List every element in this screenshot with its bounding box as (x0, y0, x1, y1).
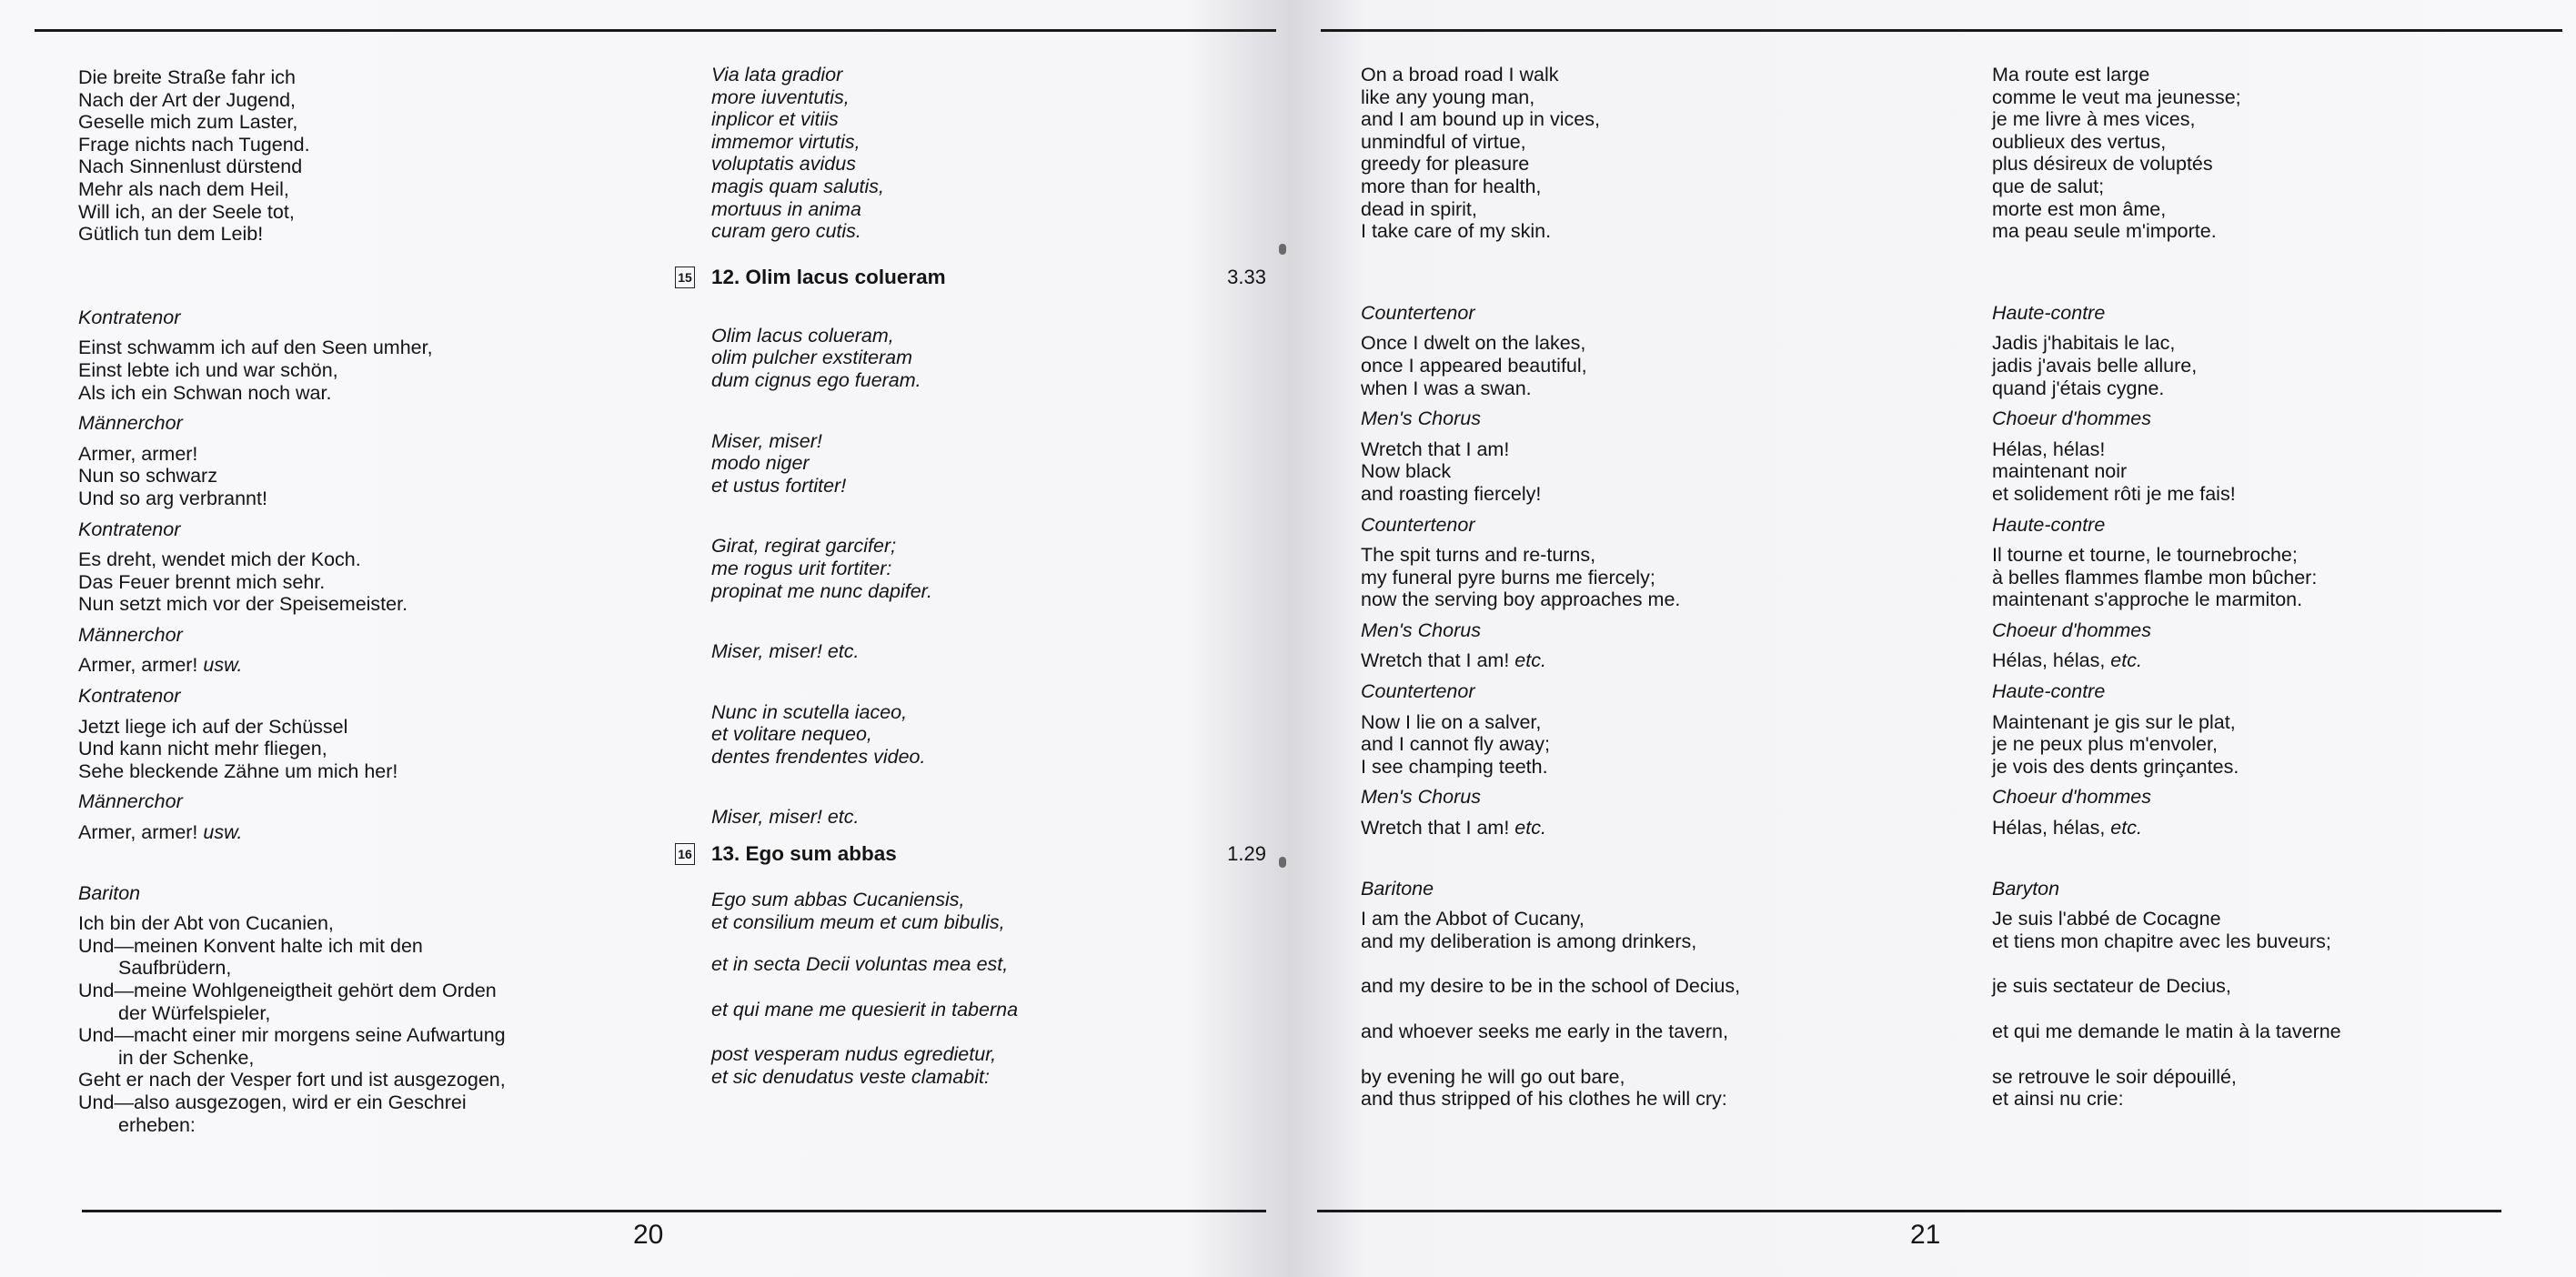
page-number: 20 (633, 1220, 664, 1250)
text-line: Now black (1361, 460, 1452, 483)
text-line: quand j'étais cygne. (1992, 377, 2165, 399)
text-line: Das Feuer brennt mich sehr. (78, 570, 326, 593)
abbreviation-marker: usw. (203, 821, 243, 844)
text-line: Und—also ausgezogen, wird er ein Geschrei (78, 1091, 467, 1113)
page-number: 21 (1910, 1220, 1941, 1250)
bottom-rule (82, 1210, 1266, 1212)
text-line: Now I lie on a salver, (1361, 710, 1542, 733)
text-line: Als ich ein Schwan noch war. (78, 381, 332, 404)
text-line: Es dreht, wendet mich der Koch. (78, 548, 361, 571)
top-rule (1321, 29, 2562, 32)
speaker-label: Countertenor (1361, 513, 1475, 536)
text-line: Und so arg verbrannt! (78, 487, 267, 509)
text-line: and roasting fiercely! (1361, 482, 1542, 505)
text-line: Nach der Art der Jugend, (78, 88, 297, 111)
text-line: Wretch that I am! etc. (1361, 649, 1546, 672)
staple-hole (1279, 857, 1286, 868)
track-title: 12. Olim lacus colueram (711, 265, 946, 288)
text-line: and I am bound up in vices, (1361, 108, 1600, 131)
text-line: Miser, miser! etc. (711, 806, 860, 829)
text-line: now the serving boy approaches me. (1361, 588, 1681, 611)
text-line: Geht er nach der Vesper fort und ist ausgezogen, (78, 1069, 506, 1091)
text-line: Will ich, an der Seele tot, (78, 200, 295, 223)
speaker-label: Baryton (1992, 877, 2060, 900)
speaker-label: Choeur d'hommes (1992, 786, 2151, 809)
french-column (1992, 64, 2556, 1111)
text-line: and my deliberation is among drinkers, (1361, 930, 1697, 952)
speaker-label: Haute-contre (1992, 301, 2106, 324)
text-line: Und—meine Wohlgeneigtheit gehört dem Orden (78, 980, 497, 1001)
text-line: I see champing teeth. (1361, 755, 1548, 778)
abbreviation-marker: usw. (203, 654, 243, 677)
text-line: Frage nichts nach Tugend. (78, 133, 310, 156)
text-line: Ego sum abbas Cucaniensis, (711, 889, 965, 911)
text-line: The spit turns and re-turns, (1361, 544, 1596, 567)
speaker-label: Countertenor (1361, 301, 1475, 324)
text-line: et ustus fortiter! (711, 474, 847, 497)
text-line: morte est mon âme, (1992, 197, 2167, 220)
speaker-label: Haute-contre (1992, 680, 2106, 703)
text-line: je vois des dents grinçantes. (1992, 755, 2239, 778)
bottom-rule (1317, 1210, 2501, 1212)
text-line: post vesperam nudus egredietur, (711, 1043, 997, 1066)
text-line: my funeral pyre burns me fiercely; (1361, 566, 1655, 588)
speaker-label: Kontratenor (78, 518, 181, 540)
text-line: Olim lacus colueram, (711, 324, 894, 347)
text-line: maintenant s'approche le marmiton. (1992, 588, 2303, 611)
text-line: Hélas, hélas, etc. (1992, 649, 2142, 672)
speaker-label: Choeur d'hommes (1992, 618, 2151, 641)
speaker-label: Kontratenor (78, 685, 181, 708)
text-line: Nach Sinnenlust dürstend (78, 156, 303, 178)
text-line: Once I dwelt on the lakes, (1361, 332, 1586, 355)
text-line: Via lata gradior (711, 64, 843, 85)
speaker-label: Men's Chorus (1361, 407, 1481, 430)
text-line: Nun so schwarz (78, 465, 217, 488)
text-line: Armer, armer! (78, 442, 198, 465)
text-line: ma peau seule m'importe. (1992, 220, 2217, 243)
speaker-label: Männerchor (78, 623, 183, 646)
text-line: et volitare nequeo, (711, 723, 872, 746)
text-line: Miser, miser! etc. (711, 640, 860, 663)
text-line: je ne peux plus m'envoler, (1992, 733, 2218, 756)
text-line: jadis j'avais belle allure, (1992, 354, 2198, 377)
text-line: magis quam salutis, (711, 175, 884, 197)
text-line: je suis sectateur de Decius, (1992, 975, 2231, 998)
speaker-label: Men's Chorus (1361, 786, 1481, 809)
text-line: Ma route est large (1992, 64, 2150, 85)
speaker-label: Kontratenor (78, 306, 181, 328)
text-line: erheben: (118, 1113, 196, 1136)
text-line: curam gero cutis. (711, 220, 861, 243)
text-line: Mehr als nach dem Heil, (78, 177, 289, 200)
text-line: once I appeared beautiful, (1361, 354, 1587, 377)
text-line: in der Schenke, (118, 1046, 255, 1069)
text-line: Armer, armer! usw. (78, 821, 243, 844)
text-line: à belles flammes flambe mon bûcher: (1992, 566, 2318, 588)
text-line: when I was a swan. (1361, 377, 1532, 399)
abbreviation-marker: etc. (2110, 817, 2142, 840)
text-line: Saufbrüdern, (118, 957, 232, 980)
text-line: Wretch that I am! (1361, 437, 1510, 460)
right-page (1288, 0, 2576, 1277)
text-line: mortuus in anima (711, 197, 861, 220)
speaker-label: Choeur d'hommes (1992, 407, 2151, 430)
text-line: I am the Abbot of Cucany, (1361, 908, 1585, 930)
text-line: et in secta Decii voluntas mea est, (711, 953, 1009, 976)
text-line: voluptatis avidus (711, 153, 856, 176)
speaker-label: Haute-contre (1992, 513, 2106, 536)
text-line: immemor virtutis, (711, 130, 860, 153)
text-line: dentes frendentes video. (711, 745, 926, 768)
track-heading (678, 842, 1266, 872)
text-line: et consilium meum et cum bibulis, (711, 910, 1005, 933)
text-line: Armer, armer! usw. (78, 654, 243, 677)
text-line: I take care of my skin. (1361, 220, 1552, 243)
speaker-label: Männerchor (78, 790, 183, 813)
text-line: et qui mane me quesierit in taberna (711, 998, 1019, 1021)
track-duration: 1.29 (1227, 842, 1266, 866)
text-line: Und—meinen Konvent halte ich mit den (78, 934, 423, 957)
text-line: Und kann nicht mehr fliegen, (78, 738, 327, 760)
text-line: Nunc in scutella iaceo, (711, 700, 908, 723)
text-line: and my desire to be in the school of Decius, (1361, 975, 1741, 998)
speaker-label: Baritone (1361, 877, 1434, 900)
text-line: like any young man, (1361, 85, 1535, 108)
text-line: olim pulcher exstiteram (711, 347, 913, 369)
text-line: Und—macht einer mir morgens seine Aufwartung (78, 1024, 506, 1047)
latin-column (678, 64, 1266, 1089)
text-line: me rogus urit fortiter: (711, 557, 892, 579)
track-heading (678, 265, 1266, 296)
text-line: Sehe bleckende Zähne um mich her! (78, 759, 398, 782)
speaker-label: Countertenor (1361, 680, 1475, 703)
text-line: Jetzt liege ich auf der Schüssel (78, 715, 348, 738)
abbreviation-marker: etc. (1514, 649, 1546, 672)
text-line: modo niger (711, 452, 810, 475)
text-line: et ainsi nu crie: (1992, 1088, 2124, 1111)
track-title: 13. Ego sum abbas (711, 842, 897, 866)
speaker-label: Bariton (78, 881, 141, 904)
top-rule (35, 29, 1276, 32)
text-line: Einst schwamm ich auf den Seen umher, (78, 337, 433, 359)
track-number-box: 15 (675, 266, 695, 288)
text-line: and whoever seeks me early in the tavern, (1361, 1021, 1728, 1042)
text-line: et qui me demande le matin à la taverne (1992, 1021, 2341, 1042)
text-line: dum cignus ego fueram. (711, 368, 921, 391)
text-line: greedy for pleasure (1361, 153, 1530, 176)
text-line: more than for health, (1361, 175, 1542, 197)
text-line: Miser, miser! (711, 429, 822, 452)
text-line: Gütlich tun dem Leib! (78, 223, 264, 246)
speaker-label: Men's Chorus (1361, 618, 1481, 641)
text-line: Einst lebte ich und war schön, (78, 358, 338, 381)
german-column (78, 66, 624, 1136)
text-line: Die breite Straße fahr ich (78, 66, 296, 88)
text-line: Girat, regirat garcifer; (711, 535, 897, 558)
text-line: je me livre à mes vices, (1992, 108, 2196, 131)
text-line: Il tourne et tourne, le tournebroche; (1992, 544, 2298, 567)
text-line: et tiens mon chapitre avec les buveurs; (1992, 930, 2331, 952)
text-line: and thus stripped of his clothes he will cry: (1361, 1088, 1727, 1111)
text-line: oublieux des vertus, (1992, 130, 2167, 153)
text-line: comme le veut ma jeunesse; (1992, 85, 2241, 108)
text-line: et solidement rôti je me fais! (1992, 482, 2236, 505)
abbreviation-marker: etc. (2110, 649, 2142, 672)
text-line: Jadis j'habitais le lac, (1992, 332, 2176, 355)
text-line: Nun setzt mich vor der Speisemeister. (78, 593, 408, 616)
text-line: plus désireux de voluptés (1992, 153, 2213, 176)
text-line: Je suis l'abbé de Cocagne (1992, 908, 2221, 930)
german-intro (78, 66, 624, 246)
text-line: Maintenant je gis sur le plat, (1992, 710, 2236, 733)
text-line: se retrouve le soir dépouillé, (1992, 1065, 2237, 1088)
abbreviation-marker: etc. (1514, 817, 1546, 840)
text-line: dead in spirit, (1361, 197, 1477, 220)
english-column (1361, 64, 1943, 1111)
text-line: et sic denudatus veste clamabit: (711, 1066, 990, 1089)
track-number-box: 16 (675, 843, 695, 865)
text-line: and I cannot fly away; (1361, 733, 1550, 756)
text-line: Geselle mich zum Laster, (78, 111, 298, 134)
text-line: Hélas, hélas, etc. (1992, 817, 2142, 840)
text-line: propinat me nunc dapifer. (711, 579, 933, 602)
text-line: inplicor et vitiis (711, 108, 839, 131)
speaker-label: Männerchor (78, 412, 183, 435)
text-line: Hélas, hélas! (1992, 437, 2106, 460)
text-line: by evening he will go out bare, (1361, 1065, 1625, 1088)
text-line: Wretch that I am! etc. (1361, 817, 1546, 840)
text-line: der Würfelspieler, (118, 1001, 271, 1024)
text-line: more iuventutis, (711, 85, 850, 108)
track-duration: 3.33 (1227, 265, 1266, 288)
text-line: maintenant noir (1992, 460, 2128, 483)
text-line: On a broad road I walk (1361, 64, 1559, 85)
text-line: unmindful of virtue, (1361, 130, 1526, 153)
text-line: que de salut; (1992, 175, 2105, 197)
text-line: Ich bin der Abt von Cucanien, (78, 912, 334, 935)
staple-hole (1279, 244, 1286, 255)
